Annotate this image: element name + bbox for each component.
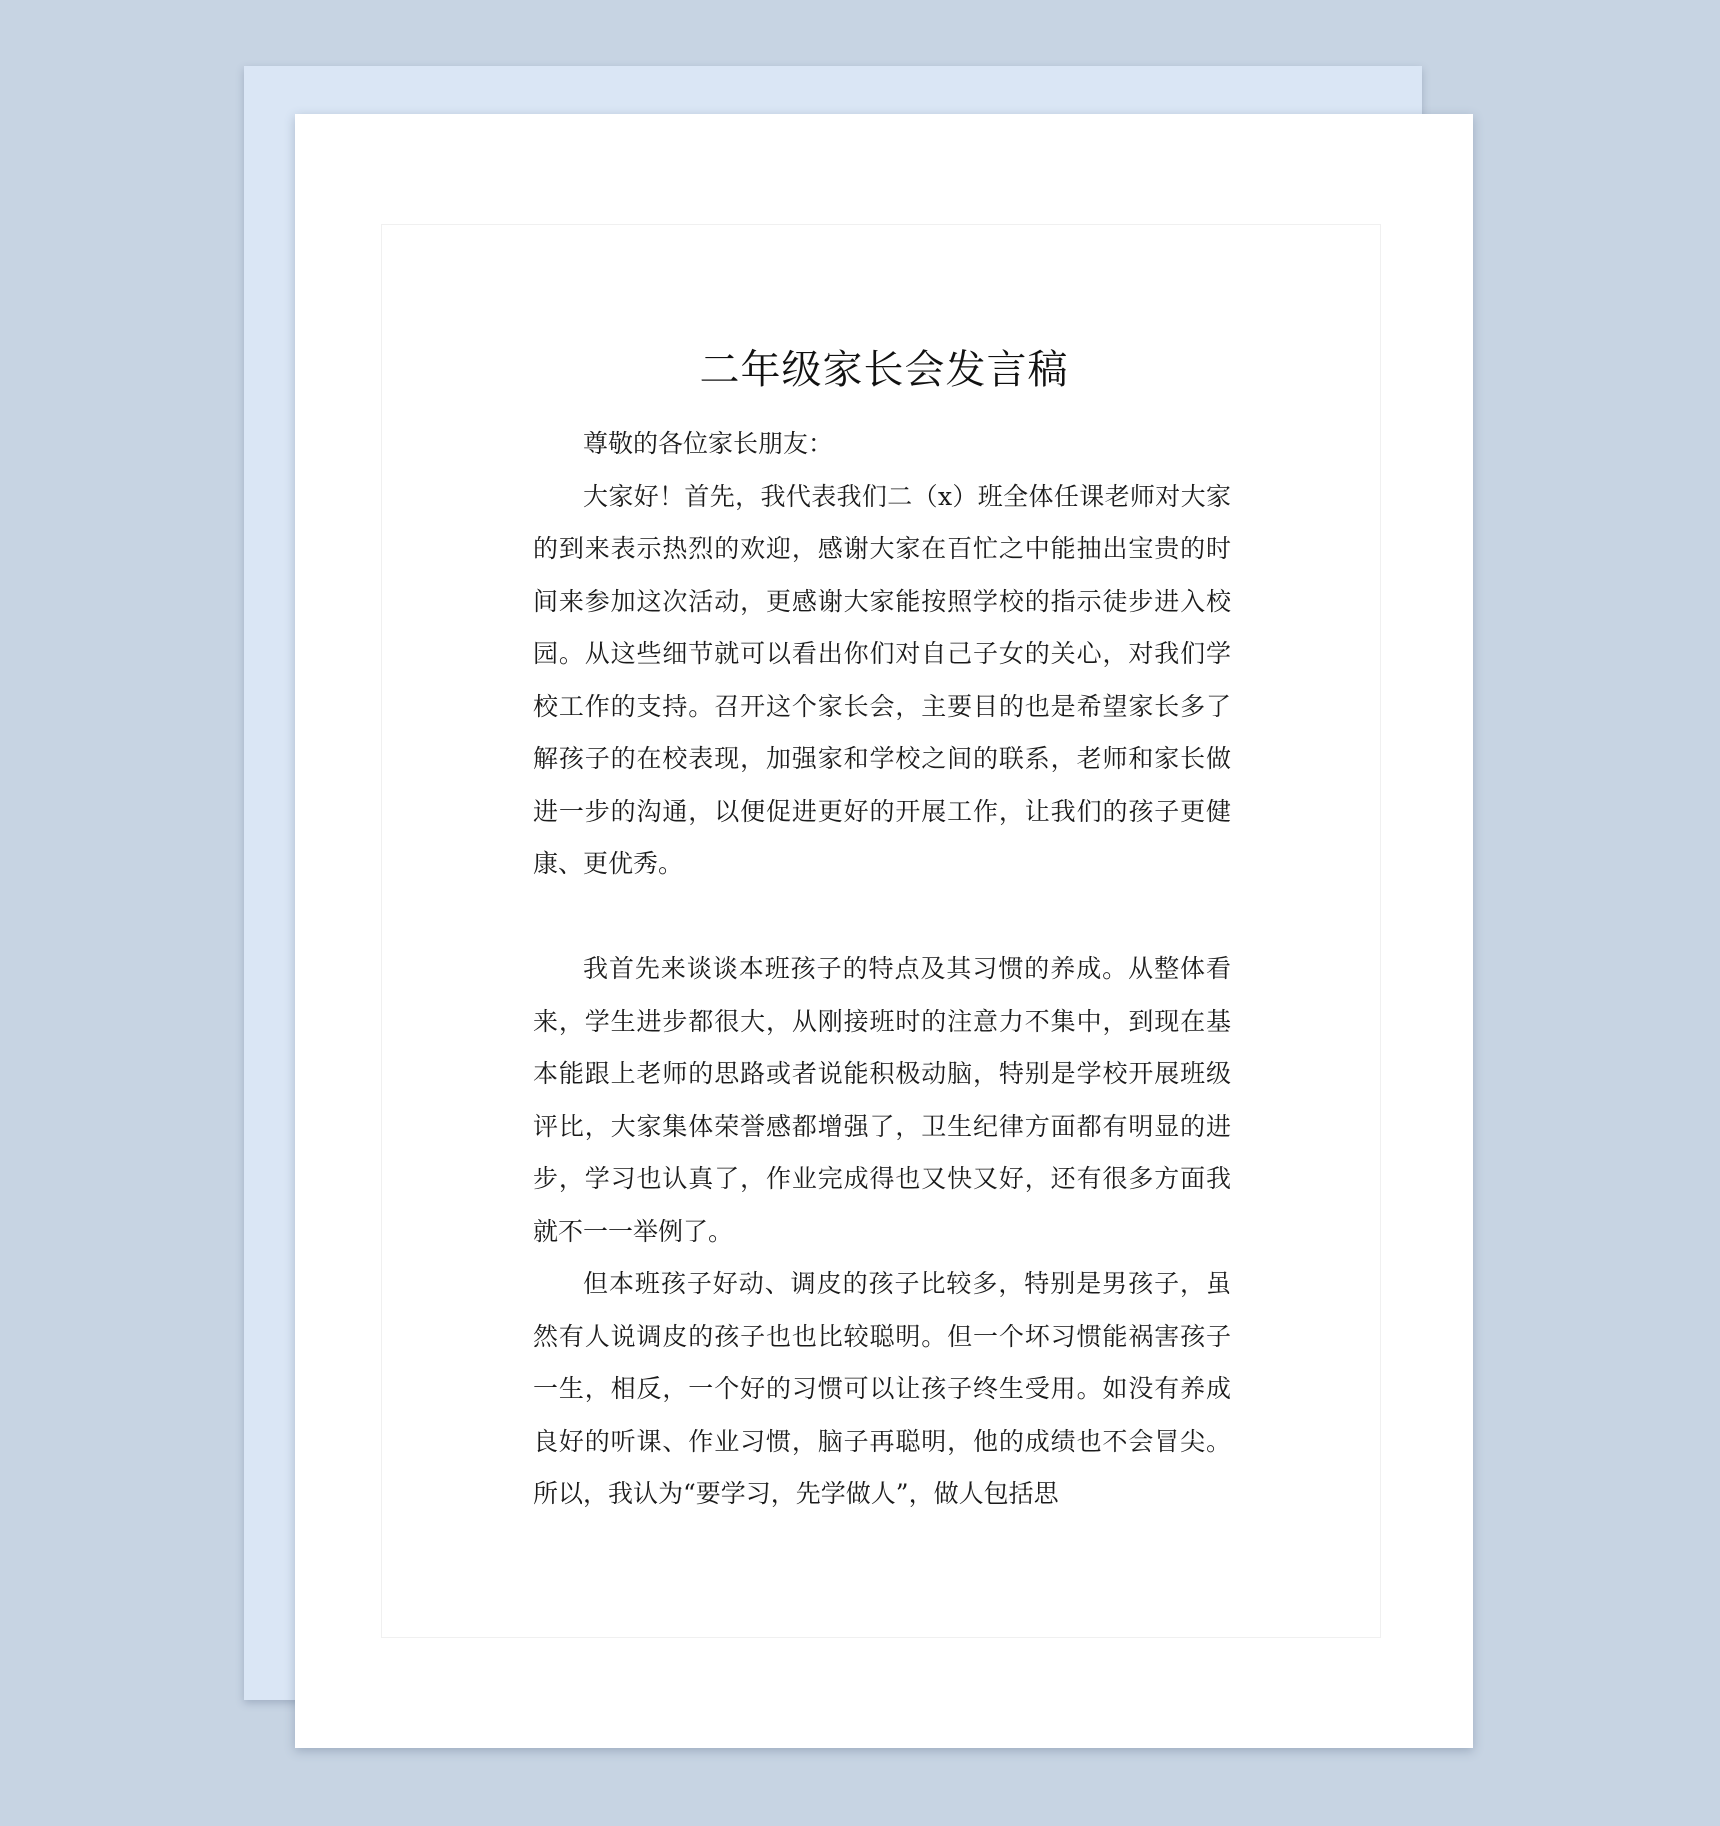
document-title: 二年级家长会发言稿 <box>699 347 1069 393</box>
paragraph-1: 大家好！首先，我代表我们二（x）班全体任课老师对大家的到来表示热烈的欢迎，感谢大家在百忙之中能抽出宝贵的时间来参加这次活动，更感谢大家能按照学校的指示徒步进入校园。从这些细节就可以看出你们对自己子女的关心，对我们学校工作的支持。召开这个家长会，主要目的也是希望家长多了解孩子的在校表现，加强家和学校之间的联系，老师和家长做进一步的沟通，以便促进更好的开展工作，让我们的孩子更健康、更优秀。 <box>533 481 1231 878</box>
document-page <box>295 114 1473 1748</box>
document-body <box>533 418 1231 1521</box>
paragraph-3: 但本班孩子好动、调皮的孩子比较多，特别是男孩子，虽然有人说调皮的孩子也也比较聪明。但一个坏习惯能祸害孩子一生，相反，一个好的习惯可以让孩子终生受用。如没有养成良好的听课、作业习惯，脑子再聪明，他的成绩也不会冒尖。所以，我认为“要学习，先学做人”，做人包括思 <box>533 1269 1231 1508</box>
paragraph-2: 我首先来谈谈本班孩子的特点及其习惯的养成。从整体看来，学生进步都很大，从刚接班时的注意力不集中，到现在基本能跟上老师的思路或者说能积极动脑，特别是学校开展班级评比，大家集体荣誉感都增强了，卫生纪律方面都有明显的进步，学习也认真了，作业完成得也又快又好，还有很多方面我就不一一举例了。 <box>533 954 1231 1246</box>
salutation: 尊敬的各位家长朋友： <box>583 429 834 458</box>
